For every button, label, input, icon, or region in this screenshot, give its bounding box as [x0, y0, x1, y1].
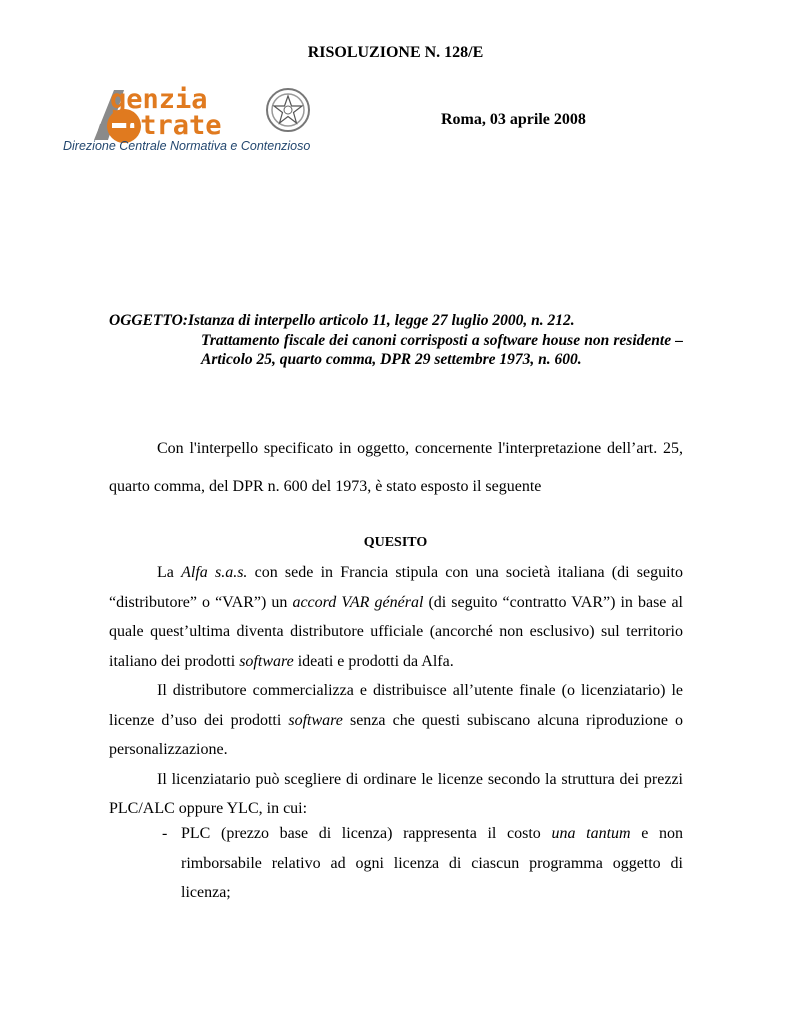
- agenzia-entrate-logo: [60, 84, 360, 156]
- p2-text-a: Il distributore commercializza e distribuisce all’utente finale (o licenziatario) le licenze d’uso dei prodotti: [109, 682, 683, 729]
- list-item-plc: [163, 819, 683, 908]
- paragraph-1: [109, 558, 683, 676]
- p1-contract-name: accord VAR général: [292, 593, 424, 611]
- paragraph-3: Il licenziatario può scegliere di ordinare le licenze secondo la struttura dei prezzi PLC/ALC oppure YLC, in cui:: [109, 770, 683, 817]
- p1-company-name: Alfa s.a.s.: [181, 564, 248, 581]
- logo-subtitle: Direzione Centrale Normativa e Contenzioso: [63, 139, 311, 153]
- list-item-text: [181, 819, 683, 908]
- page-title: RISOLUZIONE N. 128/E: [307, 44, 484, 61]
- bullet-una-tantum: una tantum: [551, 825, 631, 842]
- logo-word-ntrate: ntrate: [124, 110, 222, 141]
- subject-block: [109, 311, 683, 370]
- subject-line1: [109, 311, 683, 331]
- intro-paragraph: Con l'interpello specificato in oggetto, concernente l'interpretazione dell’art. 25, quarto comma, del DPR n. 600 del 1973, è stato esposto il seguente: [109, 440, 683, 495]
- p2-text-c: senza che questi subiscano alcuna riproduzione o personalizzazione.: [109, 711, 683, 758]
- subject-label: OGGETTO:: [109, 312, 188, 329]
- bullet-text-c: e non rimborsabile relativo ad ogni licenza di ciascun programma oggetto di licenza;: [181, 825, 683, 901]
- republic-emblem-icon: [265, 87, 311, 133]
- p1-text-a: La: [157, 564, 182, 581]
- body-paragraphs: [109, 558, 683, 824]
- logo-word-genzia: genzia: [110, 84, 208, 115]
- p1-software-term: software: [239, 652, 294, 670]
- p2-software-term: software: [288, 711, 343, 729]
- p1-text-e: (di seguito “contratto VAR”) in base al quale quest’ultima diventa distributore ufficiale (ancorché non esclusivo) sul territorio italiano dei prodotti: [109, 593, 684, 670]
- intro-paragraph-block: [109, 430, 683, 506]
- p1-text-g: ideati e prodotti da Alfa.: [293, 652, 454, 670]
- subject-text-line1: Istanza di interpello articolo 11, legge 27 luglio 2000, n. 212.: [187, 312, 575, 329]
- document-date: Roma, 03 aprile 2008: [441, 111, 586, 128]
- paragraph-2: [109, 676, 683, 765]
- list-dash: -: [162, 825, 168, 842]
- bullet-text-a: PLC (prezzo base di licenza) rappresenta il costo: [181, 825, 552, 842]
- subject-text-rest: Trattamento fiscale dei canoni corrisposti a software house non residente – Articolo 25, quarto comma, DPR 29 settembre 1973, n. 600.: [201, 331, 683, 368]
- p1-text-c: con sede in Francia stipula con una società italiana (di seguito “distributore” o “VAR”) un: [109, 564, 684, 611]
- section-heading-quesito: QUESITO: [363, 535, 428, 550]
